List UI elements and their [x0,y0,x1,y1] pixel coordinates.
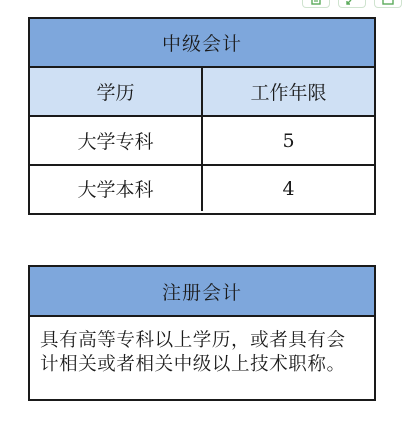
expand-button[interactable] [338,0,366,8]
table-intermediate-accounting [28,17,376,215]
table-row [30,117,374,166]
table-cpa [28,265,376,401]
expand-icon [346,0,358,5]
header-work-years: 工作年限 [250,82,327,104]
description-line: 具有高等专科以上学历，或者具有会 [40,330,346,351]
description-line: 计相关或者相关中级以上技术职称。 [40,354,346,375]
table-header-row [30,68,374,117]
cell-work-years: 4 [282,177,295,200]
table-title: 中级会计 [30,19,374,68]
requirement-description [30,317,374,377]
copy-button[interactable] [302,0,330,8]
cell-education: 大学专科 [30,117,203,164]
save-icon [382,0,394,5]
cell-education: 大学本科 [30,166,203,211]
save-button[interactable] [374,0,402,8]
cell-work-years: 5 [282,129,295,152]
table-title: 注册会计 [30,267,374,317]
copy-icon [310,0,322,5]
toolbar [302,0,402,8]
table-row [30,166,374,211]
header-education: 学历 [30,68,203,115]
